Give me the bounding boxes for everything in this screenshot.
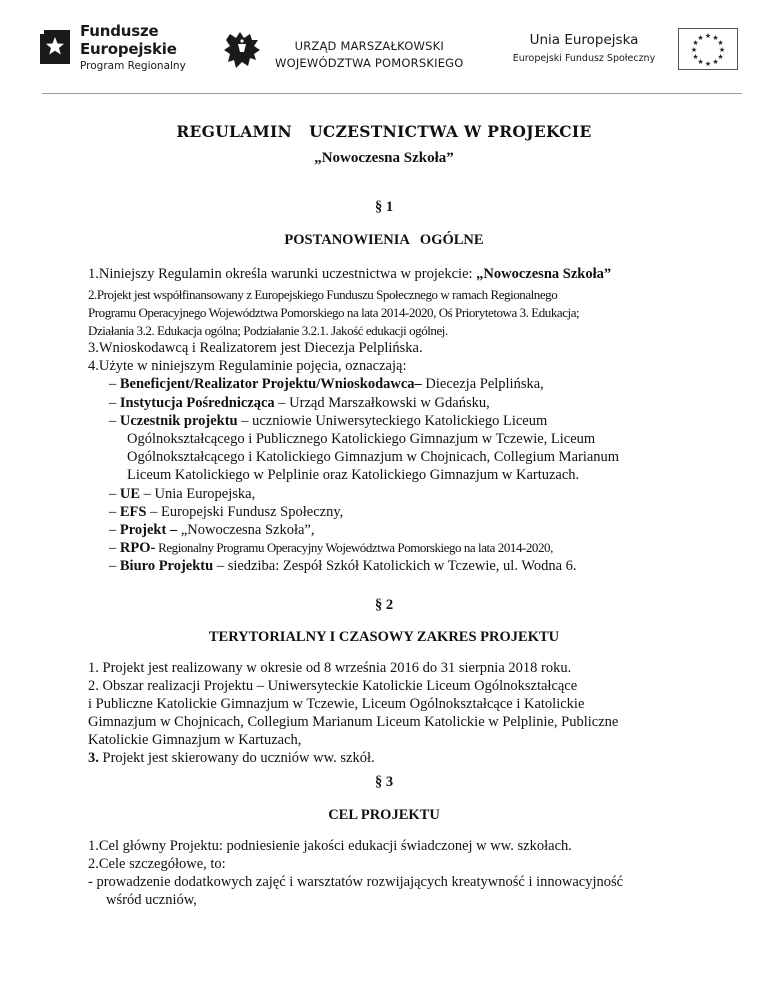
svg-text:★: ★ (712, 34, 719, 42)
s2-p3-number: 3. (88, 750, 99, 766)
header-divider (42, 93, 742, 94)
fe-star-icon (36, 24, 72, 68)
definition-dash: – (109, 413, 120, 429)
section-3-number: § 3 (374, 774, 394, 790)
svg-text:★: ★ (692, 53, 699, 61)
eu-logo-line2: Europejski Fundusz Społeczny (512, 53, 656, 64)
section-3-heading: CEL PROJEKTU (328, 807, 440, 823)
section-2-number: § 2 (374, 597, 394, 613)
definition-dash: – (109, 376, 120, 392)
definition-dash: – (109, 540, 120, 556)
s3-paragraph-1: 1.Cel główny Projektu: podniesienie jakości edukacji świadczonej w ww. szkołach. (88, 838, 572, 854)
s1-paragraph-1 (88, 265, 688, 283)
svg-text:★: ★ (717, 39, 724, 47)
pomorskie-logo (220, 28, 480, 78)
document-subtitle: „Nowoczesna Szkoła” (314, 150, 454, 166)
eu-flag-icon (678, 28, 738, 70)
definition-text: – Unia Europejska, (140, 486, 256, 502)
s2-paragraph-2-line-2: i Publiczne Katolickie Gimnazjum w Tczewie, Liceum Ogólnokształcące i Katolickie (88, 696, 585, 712)
document-header (0, 0, 768, 94)
svg-text:★: ★ (697, 58, 704, 66)
fe-logo-line3: Program Regionalny (80, 60, 186, 72)
definition-term: Projekt – (119, 522, 178, 538)
s1-p1-project-name: „Nowoczesna Szkoła” (476, 266, 612, 282)
s2-paragraph-1: 1. Projekt jest realizowany w okresie od 8 września 2016 do 31 sierpnia 2018 roku. (88, 660, 572, 676)
definition-term: Biuro Projektu (119, 558, 214, 574)
definition-item-instytucja (88, 394, 709, 412)
eu-logo-line1: Unia Europejska (529, 32, 639, 48)
eu-stars-circle-icon (679, 29, 737, 69)
definition-item-biuro (88, 557, 709, 575)
fe-logo-line1: Fundusze (80, 22, 159, 40)
pom-logo-text (275, 38, 464, 72)
s1-paragraph-2-line-3: Działania 3.2. Edukacja ogólna; Podziałanie 3.2.1. Jakość edukacji ogólnej. (88, 323, 448, 338)
definition-item-uczestnik (88, 412, 709, 430)
svg-text:★: ★ (718, 46, 726, 54)
section-1-heading: POSTANOWIENIA OGÓLNE (284, 232, 484, 248)
s3-paragraph-2: 2.Cele szczegółowe, to: (88, 856, 226, 872)
definition-text: – siedziba: Zespół Szkół Katolickich w Tczewie, ul. Wodna 6. (213, 558, 577, 574)
fe-logo-line2: Europejskie (80, 40, 177, 58)
unia-europejska-logo (508, 30, 748, 80)
definition-dash: – (109, 522, 120, 538)
document-title: REGULAMIN UCZESTNICTWA W PROJEKCIE (176, 122, 592, 141)
definition-text: – uczniowie Uniwersyteckiego Katolickiego Liceum (237, 413, 548, 429)
definition-term: Uczestnik projektu (119, 413, 238, 429)
pom-logo-line1: URZĄD MARSZAŁKOWSKI (294, 39, 444, 53)
s1-paragraph-2-line-1: 2.Projekt jest współfinansowany z Europejskiego Funduszu Społecznego w ramach Regionalnego (88, 287, 558, 302)
definition-text: – Urząd Marszałkowski w Gdańsku, (274, 395, 490, 411)
s3-paragraph-3-line-1: - prowadzenie dodatkowych zajęć i warsztatów rozwijających kreatywność i innowacyjność (88, 874, 624, 890)
definition-dash: – (109, 395, 120, 411)
s1-paragraph-3: 3.Wnioskodawcą i Realizatorem jest Diecezja Pelplińska. (88, 340, 423, 356)
svg-text:★: ★ (690, 46, 698, 54)
svg-text:★: ★ (712, 58, 719, 66)
definition-uczestnik-line-4: Liceum Katolickiego w Pelplinie oraz Katolickiego Gimnazjum w Kartuzach. (127, 467, 580, 483)
definition-item-beneficjent (88, 375, 709, 393)
griffin-emblem-icon (220, 28, 266, 72)
svg-text:★: ★ (717, 53, 724, 61)
definition-term: EFS (119, 504, 147, 520)
s3-paragraph-3-line-2: wśród uczniów, (106, 892, 197, 908)
s1-paragraph-2-line-2: Programu Operacyjnego Województwa Pomorskiego na lata 2014-2020, Oś Priorytetowa 3. Edukacja; (88, 305, 580, 320)
definition-uczestnik-line-3: Ogólnokształcącego i Katolickiego Gimnazjum w Chojnicach, Collegium Marianum (127, 449, 620, 465)
s2-paragraph-3 (88, 749, 688, 767)
pom-logo-line2: WOJEWÓDZTWA POMORSKIEGO (275, 56, 464, 70)
definition-text: „Nowoczesna Szkoła”, (177, 522, 315, 538)
s1-paragraph-4: 4.Użyte w niniejszym Regulaminie pojęcia, oznaczają: (88, 358, 407, 374)
definition-item-efs (88, 503, 709, 521)
eu-logo-text (508, 30, 660, 66)
definition-dash: – (109, 558, 120, 574)
definition-dash: – (109, 486, 120, 502)
definition-item-projekt (88, 521, 709, 539)
definition-term: Instytucja Pośrednicząca (119, 395, 275, 411)
definition-text: Regionalny Programu Operacyjny Województwa Pomorskiego na lata 2014-2020, (155, 540, 553, 555)
definition-dash: – (109, 504, 120, 520)
svg-text:★: ★ (704, 60, 712, 68)
section-1-number: § 1 (374, 199, 394, 215)
definition-text: Diecezja Pelplińska, (421, 376, 544, 392)
definition-item-rpo (88, 539, 709, 557)
definition-term: UE (119, 486, 141, 502)
fundusze-europejskie-logo (36, 22, 196, 80)
definition-term: RPO- (119, 540, 156, 556)
svg-text:★: ★ (697, 34, 704, 42)
definition-text: – Europejski Fundusz Społeczny, (146, 504, 344, 520)
s2-p3-text: Projekt jest skierowany do uczniów ww. szkół. (98, 750, 375, 766)
s2-paragraph-2-line-4: Katolickie Gimnazjum w Kartuzach, (88, 732, 302, 748)
definition-item-ue (88, 485, 709, 503)
s2-paragraph-2-line-3: Gimnazjum w Chojnicach, Collegium Marianum Liceum Katolickie w Pelplinie, Publiczne (88, 714, 619, 730)
fe-logo-text (80, 22, 186, 74)
definition-term: Beneficjent/Realizator Projektu/Wnioskodawca– (119, 376, 422, 392)
s2-paragraph-2-line-1: 2. Obszar realizacji Projektu – Uniwersyteckie Katolickie Liceum Ogólnokształcące (88, 678, 578, 694)
svg-text:★: ★ (692, 39, 699, 47)
section-2-heading: TERYTORIALNY I CZASOWY ZAKRES PROJEKTU (208, 629, 560, 645)
svg-text:★: ★ (704, 32, 712, 40)
definition-uczestnik-line-2: Ogólnokształcącego i Publicznego Katolickiego Gimnazjum w Tczewie, Liceum (127, 431, 596, 447)
s1-p1-text: 1.Niniejszy Regulamin określa warunki uczestnictwa w projekcie: (88, 266, 477, 282)
